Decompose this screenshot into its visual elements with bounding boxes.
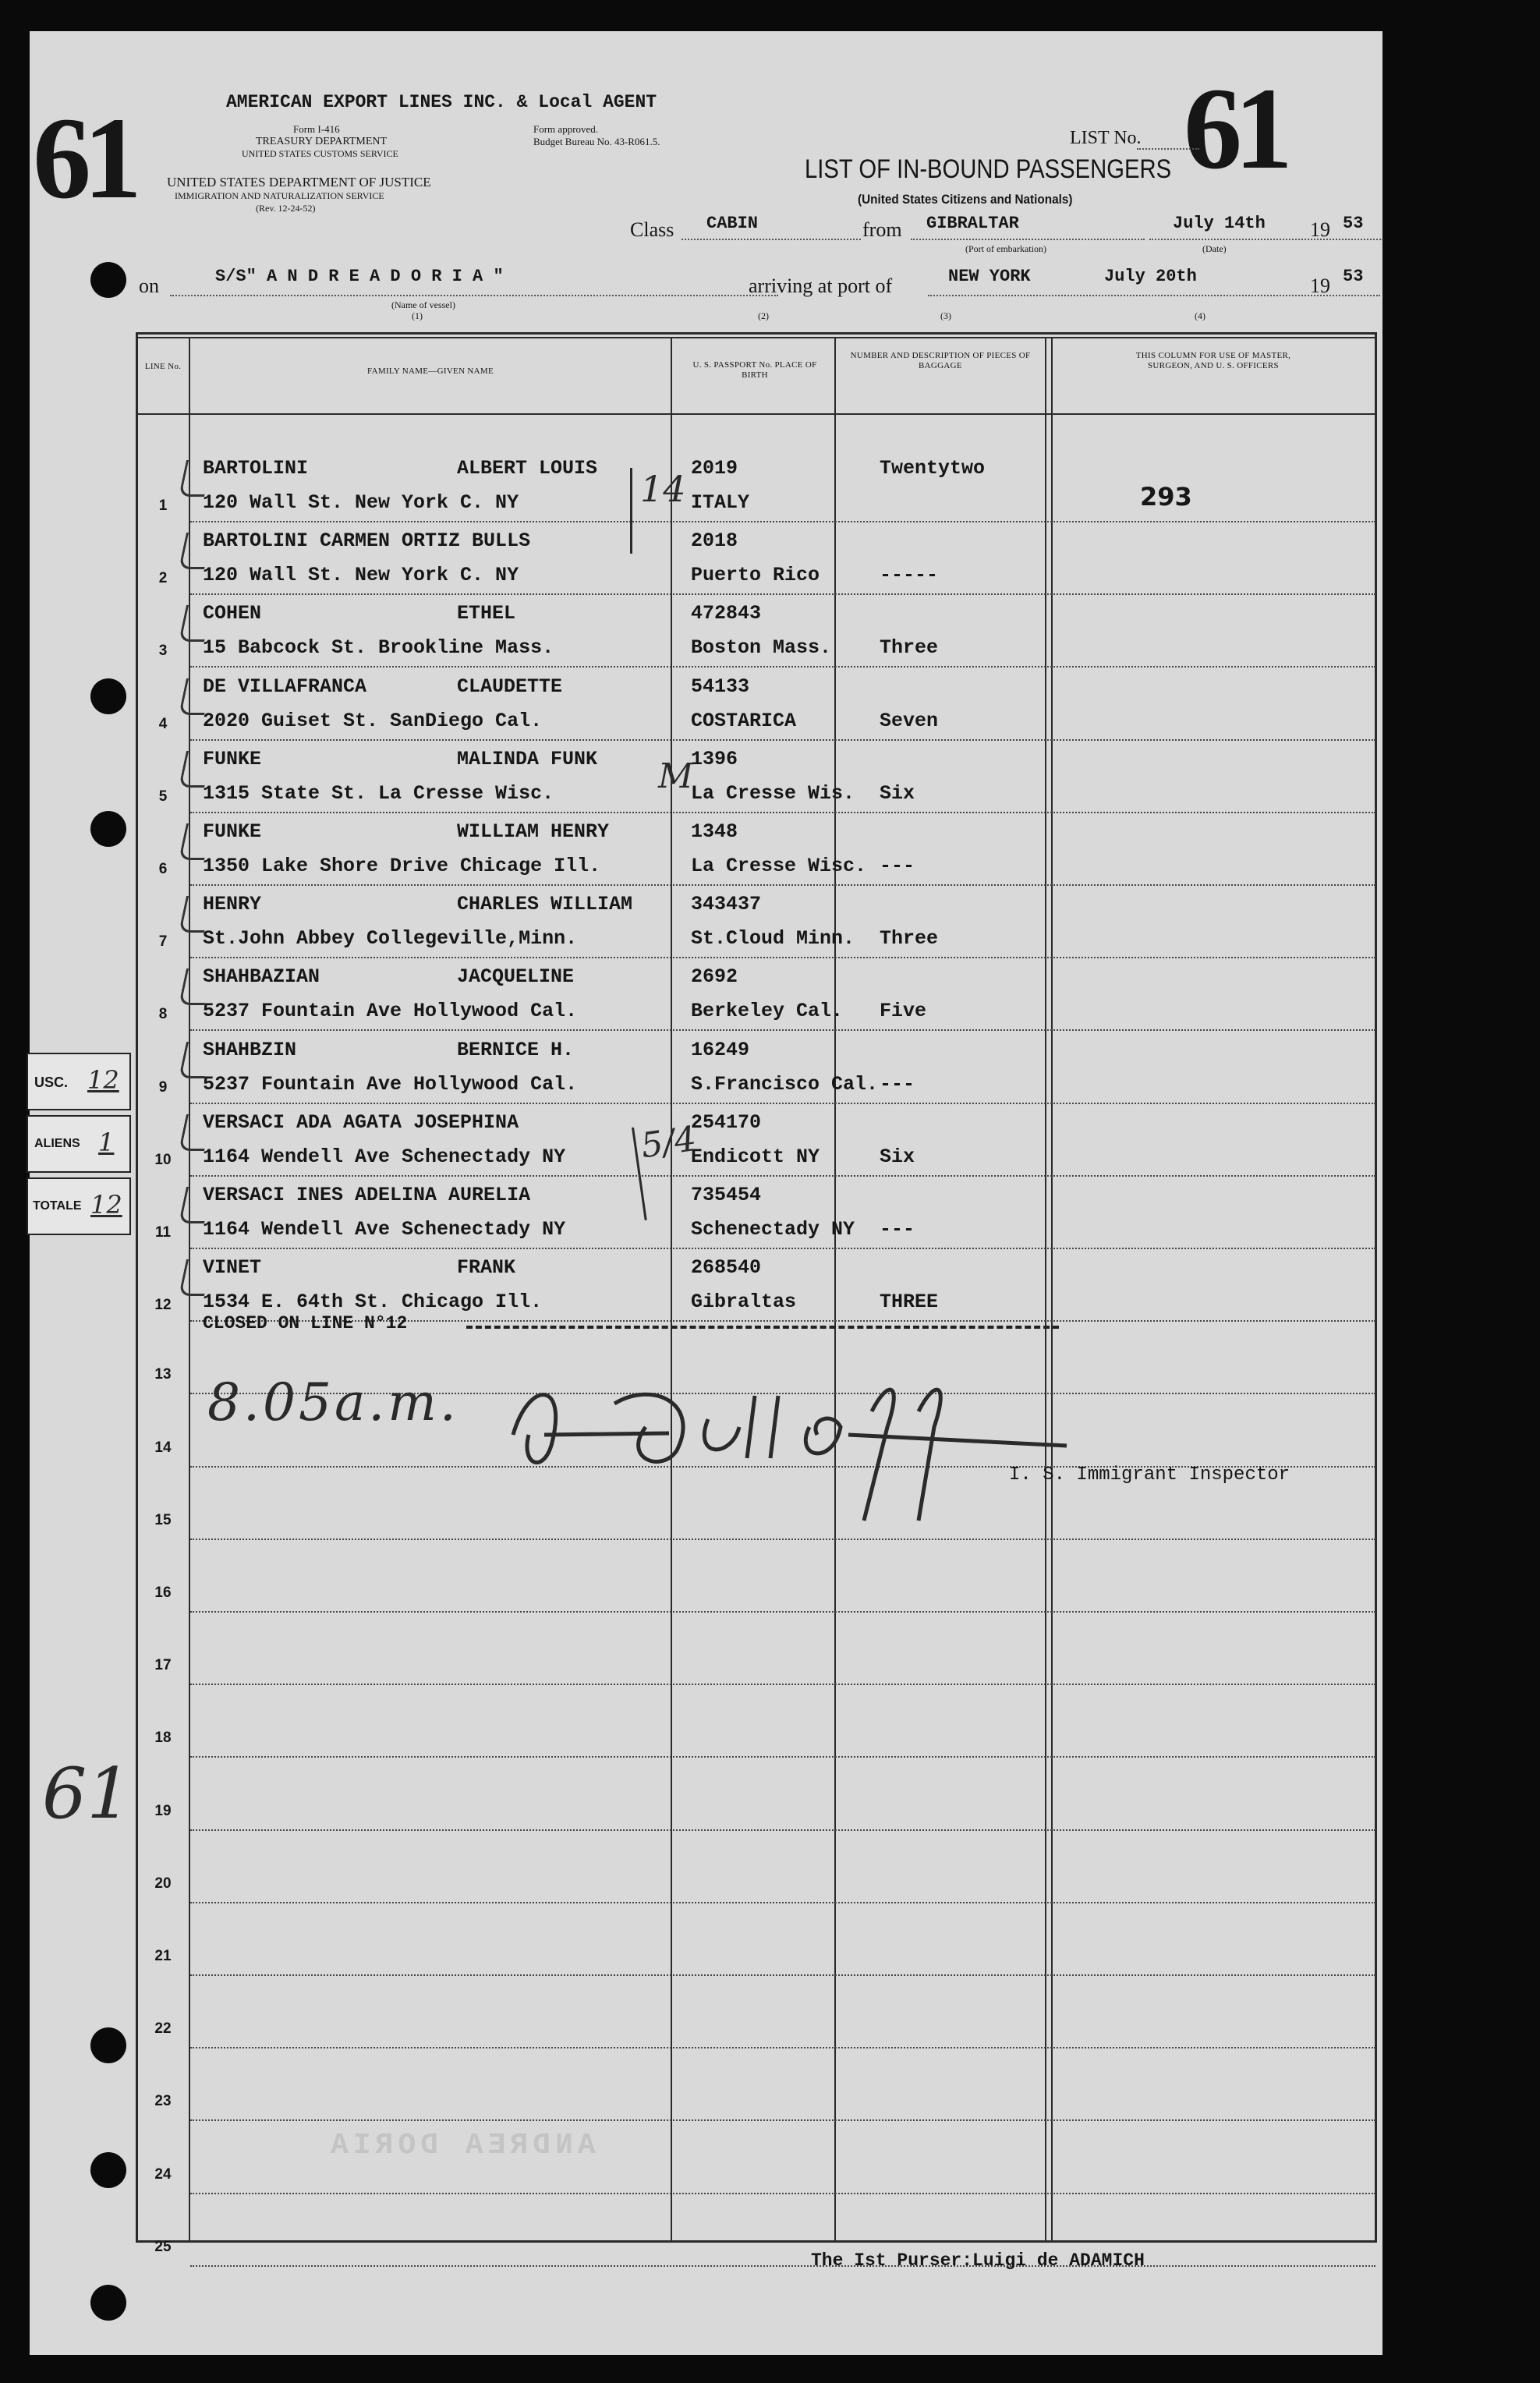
line-number: 18 xyxy=(154,1730,172,1747)
bracket-mark-row1: 14 xyxy=(630,468,686,554)
address: St.John Abbey Collegeville,Minn. xyxy=(203,927,578,951)
tally-total-box xyxy=(27,1177,131,1235)
arriving-label: arriving at port of xyxy=(749,274,893,297)
col-rule-5 xyxy=(1051,337,1053,2243)
col-header-name: FAMILY NAME—GIVEN NAME xyxy=(367,366,494,376)
passport-number: 2019 xyxy=(691,457,738,480)
punch-hole-4 xyxy=(90,2027,126,2063)
row-rule xyxy=(190,1902,1375,1903)
place-of-birth: Gibraltas xyxy=(691,1291,797,1314)
place-of-birth: Berkeley Cal. xyxy=(691,1000,844,1023)
family-name: DE VILLAFRANCA xyxy=(203,675,367,698)
punch-hole-1 xyxy=(90,262,126,298)
budget-bureau: Budget Bureau No. 43-R061.5. xyxy=(533,136,660,147)
row-rule xyxy=(190,666,1375,667)
caption-2: (2) xyxy=(758,310,769,321)
passport-number: 1348 xyxy=(691,820,738,843)
line-number: 25 xyxy=(154,2238,172,2255)
family-name: HENRY xyxy=(203,893,262,916)
row-rule xyxy=(190,1175,1375,1177)
address: 2020 Guiset St. SanDiego Cal. xyxy=(203,709,543,732)
line-number: 12 xyxy=(154,1297,172,1314)
passport-number: 254170 xyxy=(691,1110,762,1134)
vessel-line xyxy=(170,295,778,296)
family-name: COHEN xyxy=(203,602,262,625)
table-top-rule xyxy=(136,337,1377,338)
place-of-birth: Schenectady NY xyxy=(691,1218,855,1241)
family-name: FUNKE xyxy=(203,820,262,843)
punch-hole-3 xyxy=(90,811,126,847)
aliens-value: 1 xyxy=(98,1128,115,1157)
punch-hole-6 xyxy=(90,2285,126,2321)
place-of-birth: ITALY xyxy=(691,491,750,514)
justice-line: UNITED STATES DEPARTMENT OF JUSTICE xyxy=(167,175,431,189)
family-name: VINET xyxy=(203,1256,262,1280)
ghost-stamp: ANDREA DORIA xyxy=(326,2129,596,2162)
punch-hole-5 xyxy=(90,2152,126,2188)
line-number: 13 xyxy=(154,1366,172,1383)
family-name: VERSACI INES ADELINA AURELIA xyxy=(203,1184,531,1206)
closed-on-line: CLOSED ON LINE N°12 xyxy=(203,1313,408,1333)
list-no-label: LIST No. xyxy=(1070,128,1142,148)
arrival-year-prefix: 19 xyxy=(1310,274,1330,297)
family-name: BARTOLINI CARMEN ORTIZ BULLS xyxy=(203,529,531,553)
purser-line: The Ist Purser:Luigi de ADAMICH xyxy=(811,2250,1145,2271)
line-number: 20 xyxy=(154,1875,172,1892)
baggage-count: ----- xyxy=(880,564,939,587)
inspector-label: I. S. Immigrant Inspector xyxy=(1009,1464,1290,1485)
inspector-signature xyxy=(497,1349,1090,1528)
given-name: MALINDA FUNK xyxy=(457,747,598,770)
form-approved: Form approved. xyxy=(533,123,599,135)
handwritten-time: 8.05a.m. xyxy=(207,1372,459,1432)
manifest-title: LIST OF IN-BOUND PASSENGERS xyxy=(805,154,1172,184)
given-name: CLAUDETTE xyxy=(457,675,563,698)
line-number: 19 xyxy=(154,1802,172,1819)
row-rule xyxy=(190,2265,1375,2267)
date-line xyxy=(1149,239,1383,240)
embark-port: GIBRALTAR xyxy=(926,214,1019,233)
date-caption: (Date) xyxy=(1202,243,1227,254)
given-name: BERNICE H. xyxy=(457,1038,575,1061)
baggage-count: Three xyxy=(880,636,939,660)
arrival-year: 53 xyxy=(1343,267,1364,286)
given-name: ETHEL xyxy=(457,602,516,625)
total-value: 12 xyxy=(90,1190,122,1220)
row-rule xyxy=(190,593,1375,595)
baggage-count: Six xyxy=(880,781,915,805)
row-rule xyxy=(190,521,1375,522)
baggage-count: Twentytwo xyxy=(880,457,986,480)
passport-number: 268540 xyxy=(691,1256,762,1280)
vessel-caption: (Name of vessel) xyxy=(391,299,455,310)
tally-aliens-box xyxy=(27,1115,131,1173)
row-rule xyxy=(190,1103,1375,1104)
row-rule xyxy=(190,1756,1375,1758)
list-no-line xyxy=(1137,148,1199,150)
row-rule xyxy=(190,812,1375,813)
given-name: WILLIAM HENRY xyxy=(457,820,610,843)
row-rule xyxy=(190,2119,1375,2121)
mark-row5: M xyxy=(658,756,694,796)
line-number: 17 xyxy=(154,1657,172,1674)
line-number: 24 xyxy=(154,2165,172,2183)
usc-label: USC. xyxy=(34,1075,69,1090)
line-number: 4 xyxy=(158,715,168,732)
arrival-date: July 20th xyxy=(1104,267,1197,286)
row-rule xyxy=(190,2047,1375,2048)
baggage-count: Three xyxy=(880,927,939,951)
baggage-count: Five xyxy=(880,1000,927,1023)
tally-usc-box xyxy=(27,1053,131,1110)
arrival-port: NEW YORK xyxy=(948,267,1031,286)
baggage-count: --- xyxy=(880,1218,915,1241)
form-number: Form I-416 xyxy=(293,123,340,135)
from-label: from xyxy=(862,218,902,241)
officer-note: 293 xyxy=(1140,482,1192,512)
baggage-count: --- xyxy=(880,855,915,877)
col-header-officers: THIS COLUMN FOR USE OF MASTER, SURGEON, AND U. S. OFFICERS xyxy=(1135,351,1291,370)
row-rule xyxy=(190,739,1375,741)
col-header-passport: U. S. PASSPORT No. PLACE OF BIRTH xyxy=(692,360,817,380)
baggage-count: Six xyxy=(880,1145,915,1168)
passport-number: 2692 xyxy=(691,965,738,989)
header-bottom-rule xyxy=(136,413,1377,415)
class-label: Class xyxy=(630,218,674,241)
line-number: 1 xyxy=(158,497,168,514)
line-number: 8 xyxy=(158,1006,168,1023)
place-of-birth: Endicott NY xyxy=(691,1145,820,1168)
line-number: 9 xyxy=(158,1078,168,1096)
port-caption: (Port of embarkation) xyxy=(965,243,1046,254)
margin-note: 61 xyxy=(42,1753,132,1835)
from-line xyxy=(911,239,1145,240)
col-rule-3 xyxy=(834,337,836,2243)
passport-number: 343437 xyxy=(691,893,762,916)
treasury-line: TREASURY DEPARTMENT xyxy=(256,136,388,147)
passport-number: 54133 xyxy=(691,675,750,698)
address: 1164 Wendell Ave Schenectady NY xyxy=(203,1218,566,1241)
row-rule xyxy=(190,1829,1375,1831)
col-header-line: LINE No. xyxy=(144,362,182,371)
passport-number: 16249 xyxy=(691,1038,750,1061)
col-header-baggage: NUMBER AND DESCRIPTION OF PIECES OF BAGGAGE xyxy=(850,351,1031,370)
place-of-birth: COSTARICA xyxy=(691,709,797,732)
usc-value: 12 xyxy=(87,1065,119,1095)
given-name: CHARLES WILLIAM xyxy=(457,893,633,916)
embark-date: July 14th xyxy=(1173,214,1266,233)
line-number: 14 xyxy=(154,1439,172,1456)
line-number: 22 xyxy=(154,2020,172,2038)
place-of-birth: La Cresse Wis. xyxy=(691,781,855,805)
line-number: 23 xyxy=(154,2093,172,2110)
manifest-sheet xyxy=(30,31,1382,2355)
tally-box xyxy=(27,1053,131,1240)
row-rule xyxy=(190,2193,1375,2194)
address: 1315 State St. La Cresse Wisc. xyxy=(203,781,554,805)
row-rule xyxy=(190,1248,1375,1249)
caption-1: (1) xyxy=(412,310,423,321)
line-number: 21 xyxy=(154,1948,172,1964)
given-name: FRANK xyxy=(457,1256,516,1280)
line-number: 15 xyxy=(154,1511,172,1528)
list-number-left: 61 xyxy=(33,94,134,223)
address: 120 Wall St. New York C. NY xyxy=(203,564,519,587)
row-rule xyxy=(190,1611,1375,1613)
class-line xyxy=(681,239,861,240)
list-number-right: 61 xyxy=(1184,64,1285,193)
given-name: ALBERT LOUIS xyxy=(457,457,598,480)
passport-number: 2018 xyxy=(691,529,738,553)
rev-line: (Rev. 12-24-52) xyxy=(256,203,316,214)
line-number: 10 xyxy=(154,1151,172,1168)
vessel-name: S/S" A N D R E A D O R I A " xyxy=(215,267,504,286)
baggage-count: THREE xyxy=(880,1291,939,1314)
baggage-count: Seven xyxy=(880,709,939,732)
embark-year: 53 xyxy=(1343,214,1364,233)
given-name: JACQUELINE xyxy=(457,965,575,989)
closed-dash-line xyxy=(466,1326,1059,1329)
passport-number: 472843 xyxy=(691,602,762,625)
row-rule xyxy=(190,957,1375,958)
col-rule-2 xyxy=(671,337,672,2243)
ins-line: IMMIGRATION AND NATURALIZATION SERVICE xyxy=(175,190,384,201)
family-name: BARTOLINI xyxy=(203,457,309,480)
passport-number: 735454 xyxy=(691,1184,762,1206)
class-value: CABIN xyxy=(706,214,759,233)
bracket-mark-row10: 5/4 xyxy=(632,1119,706,1220)
line-number: 16 xyxy=(154,1585,172,1601)
place-of-birth: La Cresse Wisc. xyxy=(691,855,867,877)
passport-number: 1396 xyxy=(691,747,738,770)
family-name: VERSACI ADA AGATA JOSEPHINA xyxy=(203,1110,519,1134)
family-name: SHAHBZIN xyxy=(203,1038,297,1061)
address: 1350 Lake Shore Drive Chicage Ill. xyxy=(203,855,601,877)
line-number: 3 xyxy=(158,643,168,660)
place-of-birth: Puerto Rico xyxy=(691,564,820,587)
address: 5237 Fountain Ave Hollywood Cal. xyxy=(203,1000,578,1023)
address: 15 Babcock St. Brookline Mass. xyxy=(203,636,554,660)
embark-year-prefix: 19 xyxy=(1310,218,1330,241)
place-of-birth: Boston Mass. xyxy=(691,636,832,660)
address: 1164 Wendell Ave Schenectady NY xyxy=(203,1145,566,1168)
row-rule xyxy=(190,884,1375,886)
row-rule xyxy=(190,1684,1375,1685)
family-name: SHAHBAZIAN xyxy=(203,965,320,989)
line-number: 2 xyxy=(158,570,168,587)
manifest-subtitle: (United States Citizens and Nationals) xyxy=(858,192,1073,207)
caption-4: (4) xyxy=(1195,310,1205,321)
punch-hole-2 xyxy=(90,678,126,714)
family-name: FUNKE xyxy=(203,747,262,770)
total-label: TOTALE xyxy=(33,1199,82,1213)
caption-3: (3) xyxy=(940,310,951,321)
line-number: 6 xyxy=(158,861,168,877)
line-number: 7 xyxy=(158,933,168,951)
line-number: 11 xyxy=(154,1224,172,1241)
place-of-birth: S.Francisco Cal. xyxy=(691,1072,879,1096)
row-rule xyxy=(190,1029,1375,1031)
place-of-birth: St.Cloud Minn. xyxy=(691,927,855,951)
address: 120 Wall St. New York C. NY xyxy=(203,491,519,514)
agent-line: AMERICAN EXPORT LINES INC. & Local AGENT xyxy=(226,92,657,112)
on-label: on xyxy=(139,274,159,297)
address: 1534 E. 64th St. Chicago Ill. xyxy=(203,1291,543,1314)
baggage-count: --- xyxy=(880,1072,915,1096)
customs-line: UNITED STATES CUSTOMS SERVICE xyxy=(242,148,398,159)
address: 5237 Fountain Ave Hollywood Cal. xyxy=(203,1072,578,1096)
aliens-label: ALIENS xyxy=(34,1137,80,1150)
row-rule xyxy=(190,1974,1375,1976)
row-rule xyxy=(190,1539,1375,1540)
line-number: 5 xyxy=(158,788,168,805)
col-rule-4 xyxy=(1045,337,1046,2243)
